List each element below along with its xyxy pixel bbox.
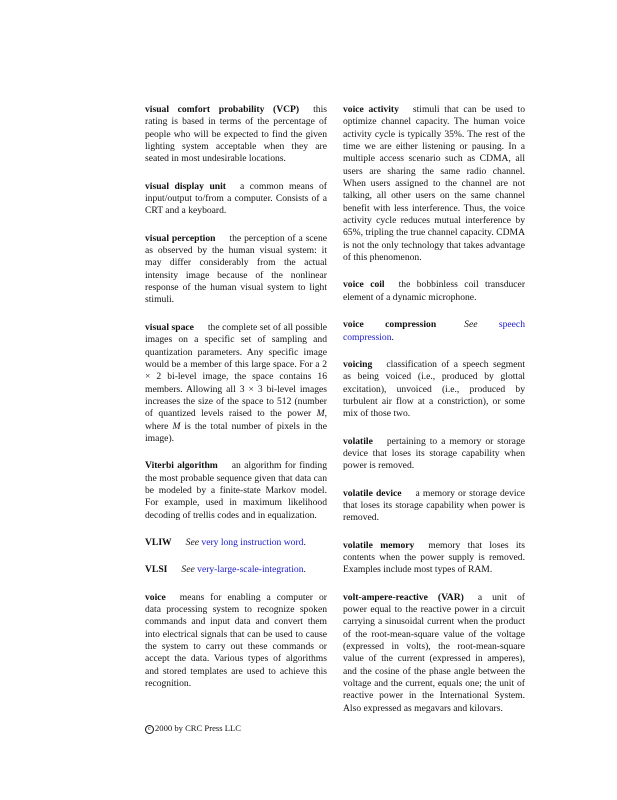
entry-definition: an algorithm for finding the most probable sequence given that data can be modeled by a finite-state Markov model. For example, used in maximum likelihood decoding of trellis codes and in equalization. [145, 460, 327, 521]
entry-end: . [303, 536, 306, 548]
entry-term: volatile device [343, 487, 402, 499]
entry-definition-part: the complete set of all possible images on a specific set of sampling and quantization parameters. Any specific image would be a member of this large space. For a [145, 321, 327, 370]
entry-volatile-memory [343, 540, 525, 577]
entry-definition: a common means of input/output to/from a computer. Consists of a CRT and a keyboard. [145, 180, 327, 217]
cross-reference-link[interactable]: speech compression [343, 319, 525, 343]
entry-term: voice [145, 591, 166, 603]
left-column [145, 104, 327, 690]
copyright-text: 2000 by CRC Press LLC [155, 723, 241, 733]
entry-definition: stimuli that can be used to optimize channel capacity. The human voice activity cycle is typically 35%. The rest of the time we are either listening or pausing. In a multiple access scenario such as CDMA, all users are sharing the same radio channel. When users assigned to the channel are not talking, all other users on the same channel benefit with less interference. Thus, the voice activity cycle reduces mutual interference by 65%, tripling the true channel capacity. CDMA is not the only technology that takes advantage of this phenomenon. [343, 104, 526, 264]
entry-end: . [303, 564, 306, 576]
entry-definition: means for enabling a computer or data processing system to recognize spoken commands and input data and convert them into electrical signals that can be used to cause the system to carry out these commands or accept the data. Various types of algorithms and stored templates are used to achieve this recognition. [145, 591, 327, 690]
entry-visual-space [145, 322, 327, 445]
entry-voice-compression [343, 319, 525, 344]
see-label: See [181, 564, 195, 576]
math-2x2: 2 × 2 [145, 358, 327, 383]
entry-definition-part: bi-level images increases the size of the space to 512 (number of quantized levels raised to the power [145, 383, 327, 420]
entry-definition-part: is the total number of pixels in the image). [145, 420, 327, 444]
cross-reference-link[interactable]: very-large-scale-integration [197, 564, 304, 576]
entry-term: visual perception [145, 232, 216, 244]
entry-visual-perception [145, 233, 327, 307]
entry-definition: the perception of a scene as observed by the human visual system: it may differ considerably from the actual intensity image because of the nonlinear response of the human visual system to light stimuli. [145, 232, 328, 306]
entry-term: volt-ampere-reactive (VAR) [343, 591, 464, 603]
entry-term: volatile [343, 435, 373, 447]
entry-term: visual space [145, 321, 194, 333]
entry-term: voice compression [343, 319, 437, 331]
entry-vliw [145, 537, 327, 549]
entry-term: VLIW [145, 536, 172, 548]
entry-definition: a unit of power equal to the reactive power in a circuit carrying a sinusoidal current when the product of the root-mean-square value of the voltage (expressed in volts), the root-mean-square value of the current (expressed in amperes), and the cosine of the phase angle between the voltage and the current, equals one; the unit of reactive power in the International System. Also expressed as megavars and kilovars. [343, 591, 525, 714]
entry-term: voicing [343, 358, 373, 370]
entry-term: visual comfort probability (VCP) [145, 104, 300, 115]
entry-term: voice coil [343, 279, 385, 291]
entry-term: Viterbi algorithm [145, 460, 218, 472]
entry-visual-display-unit [145, 181, 327, 218]
entry-volatile [343, 436, 525, 473]
entry-definition-part: bi-level image, the space contains 16 members. Allowing all [145, 371, 327, 395]
entry-vlsi [145, 564, 327, 576]
entry-term: voice activity [343, 104, 399, 115]
math-variable-m: M [316, 408, 325, 420]
entry-voicing [343, 359, 525, 421]
right-column [343, 104, 525, 715]
entry-definition: pertaining to a memory or storage device that loses its storage capability when power is removed. [343, 435, 525, 472]
entry-definition-part: , where [145, 408, 327, 432]
entry-term: volatile memory [343, 539, 415, 551]
entry-voice-activity [343, 104, 525, 264]
entry-term: visual display unit [145, 180, 226, 192]
see-label: See [185, 536, 199, 548]
entry-definition: a memory or storage device that loses its storage capability when power is removed. [343, 487, 525, 524]
entry-definition: memory that loses its contents when the power supply is removed. Examples include most types of RAM. [343, 539, 525, 576]
entry-definition: the bobbinless coil transducer element of a dynamic microphone. [343, 279, 526, 303]
entry-volt-ampere-reactive [343, 592, 525, 715]
page-footer [145, 722, 241, 734]
entry-definition: classification of a speech segment as being voiced (i.e., produced by glottal excitation), unvoiced (i.e., produced by turbulent air flow at a constriction), or some mix of those two. [343, 358, 525, 420]
copyright-symbol: c [145, 725, 154, 734]
see-label: See [464, 319, 478, 331]
entry-visual-comfort-probability [145, 104, 327, 166]
entry-voice [145, 592, 327, 691]
cross-reference-link[interactable]: very long instruction word [201, 536, 304, 548]
entry-definition: this rating is based in terms of the percentage of people who will be expected to find the given lighting system acceptable when they are seated in most undesirable locations. [145, 104, 327, 165]
entry-term: VLSI [145, 564, 168, 576]
entry-voice-coil [343, 279, 525, 304]
math-3x3: 3 × 3 [239, 383, 263, 395]
entry-end: . [391, 331, 394, 343]
entry-volatile-device [343, 488, 525, 525]
entry-viterbi-algorithm [145, 460, 327, 522]
math-variable-m: M [172, 420, 181, 432]
